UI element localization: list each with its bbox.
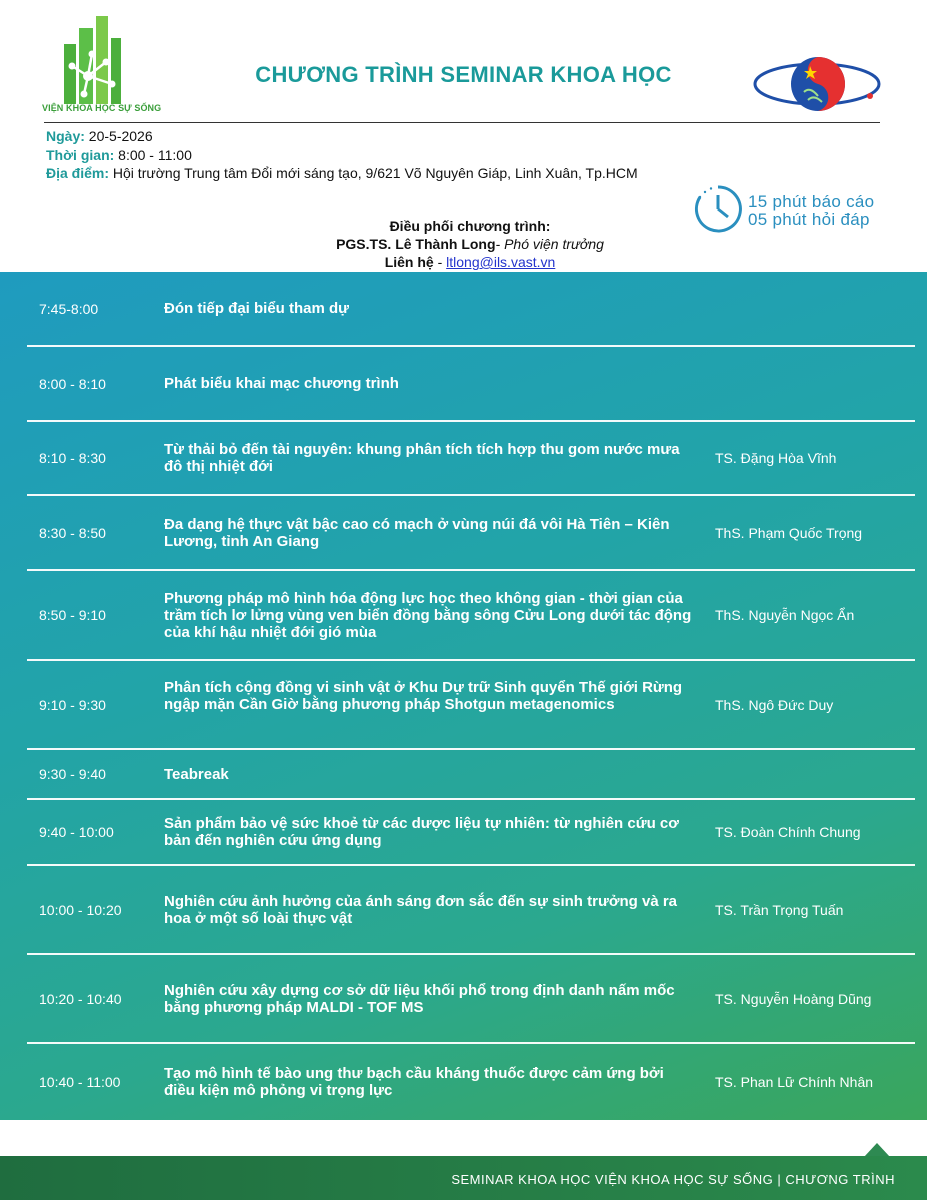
session-time: 8:50 - 9:10	[39, 607, 106, 623]
schedule-row	[27, 496, 915, 569]
session-time: 10:20 - 10:40	[39, 991, 122, 1007]
footer	[0, 1156, 927, 1200]
schedule-row	[27, 866, 915, 953]
session-speaker: ThS. Ngô Đức Duy	[715, 697, 834, 713]
session-time: 9:10 - 9:30	[39, 697, 106, 713]
session-topic: Phát biểu khai mạc chương trình	[164, 375, 399, 392]
schedule-row	[27, 750, 915, 798]
schedule-table	[0, 272, 927, 1120]
page-title: CHƯƠNG TRÌNH SEMINAR KHOA HỌC	[255, 62, 672, 87]
session-topic: Phương pháp mô hình hóa động lực học theo không gian - thời gian của trầm tích lơ lửng vùng ven biển đồng bằng sông Cửu Long dưới tác động của khí hậu nhiệt đới gió mùa	[164, 590, 692, 641]
session-time: 10:00 - 10:20	[39, 902, 122, 918]
schedule-row	[27, 955, 915, 1042]
institute-logo-text: VIỆN KHOA HỌC SỰ SỐNG	[42, 103, 162, 113]
place-label: Địa điểm:	[46, 165, 110, 181]
session-topic: Đón tiếp đại biểu tham dự	[164, 300, 350, 317]
contact-label: Liên hệ	[384, 254, 434, 270]
event-place	[46, 165, 638, 181]
session-topic: Teabreak	[164, 766, 229, 783]
session-time: 8:00 - 8:10	[39, 376, 106, 392]
session-speaker: TS. Phan Lữ Chính Nhân	[715, 1074, 874, 1090]
session-time: 9:30 - 9:40	[39, 766, 106, 782]
date-value: 20-5-2026	[84, 128, 153, 144]
format-report-duration: 15 phút báo cáo	[748, 192, 875, 211]
coordinator-name: PGS.TS. Lê Thành Long	[336, 236, 496, 252]
schedule-row	[27, 800, 915, 864]
header	[0, 0, 927, 272]
contact-email-link[interactable]: ltlong@ils.vast.vn	[446, 254, 556, 270]
session-speaker: ThS. Phạm Quốc Trọng	[715, 525, 863, 541]
date-label: Ngày:	[46, 128, 85, 144]
session-time: 8:30 - 8:50	[39, 525, 106, 541]
footer-text: SEMINAR KHOA HỌC VIỆN KHOA HỌC SỰ SỐNG | CHƯƠNG TRÌNH	[451, 1172, 895, 1187]
schedule-row	[27, 422, 915, 494]
contact	[200, 254, 740, 270]
session-speaker: TS. Nguyễn Hoàng Dũng	[715, 991, 872, 1007]
footer-spacer	[0, 1120, 927, 1156]
event-time	[46, 147, 192, 163]
session-speaker: ThS. Nguyễn Ngọc Ẩn	[715, 607, 855, 623]
contact-separator: -	[433, 254, 447, 270]
session-time: 7:45-8:00	[39, 301, 99, 317]
schedule-row	[27, 571, 915, 659]
session-topic: Nghiên cứu xây dựng cơ sở dữ liệu khối phổ trong định danh nấm mốc bằng phương pháp MALDI - TOF MS	[164, 982, 675, 1016]
coordinator-heading: Điều phối chương trình:	[389, 218, 551, 234]
coordinator	[200, 236, 740, 252]
session-topic: Từ thải bỏ đến tài nguyên: khung phân tích tích hợp thu gom nước mưa đô thị nhiệt đới	[164, 441, 680, 475]
session-topic: Đa dạng hệ thực vật bậc cao có mạch ở vùng núi đá vôi Hà Tiên – Kiên Lương, tỉnh An Giang	[164, 516, 670, 550]
session-time: 9:40 - 10:00	[39, 824, 114, 840]
event-date	[46, 128, 153, 144]
session-time: 8:10 - 8:30	[39, 450, 106, 466]
session-topic: Tạo mô hình tế bào ung thư bạch cầu kháng thuốc được cảm ứng bởi điều kiện mô phỏng vi trọng lực	[164, 1065, 664, 1099]
header-divider	[44, 122, 880, 123]
session-speaker: TS. Đặng Hòa Vĩnh	[715, 450, 837, 466]
schedule-row	[27, 1044, 915, 1120]
footer-triangle	[864, 1143, 890, 1157]
session-topic: Sản phẩm bảo vệ sức khoẻ từ các dược liệu tự nhiên: từ nghiên cứu cơ bản đến nghiên cứu ứng dụng	[164, 815, 679, 849]
format-qa-duration: 05 phút hỏi đáp	[748, 210, 870, 229]
academy-logo-icon	[752, 52, 882, 116]
session-speaker: TS. Đoàn Chính Chung	[715, 824, 861, 840]
time-label: Thời gian:	[46, 147, 115, 163]
session-topic: Phân tích cộng đồng vi sinh vật ở Khu Dự trữ Sinh quyển Thế giới Rừng ngập mặn Cần Giờ bằng phương pháp Shotgun metagenomics	[164, 679, 683, 713]
schedule-row	[27, 347, 915, 420]
session-speaker: TS. Trần Trọng Tuấn	[715, 902, 844, 918]
coordinator-role: - Phó viện trưởng	[495, 236, 604, 252]
session-topic: Nghiên cứu ảnh hưởng của ánh sáng đơn sắc đến sự sinh trưởng và ra hoa ở một số loài thực vật	[164, 893, 678, 927]
place-value: Hội trường Trung tâm Đổi mới sáng tạo, 9/621 Võ Nguyên Giáp, Linh Xuân, Tp.HCM	[109, 165, 638, 181]
schedule-row	[27, 661, 915, 748]
session-time: 10:40 - 11:00	[39, 1074, 121, 1090]
schedule-row	[27, 272, 915, 345]
time-value: 8:00 - 11:00	[114, 147, 192, 163]
